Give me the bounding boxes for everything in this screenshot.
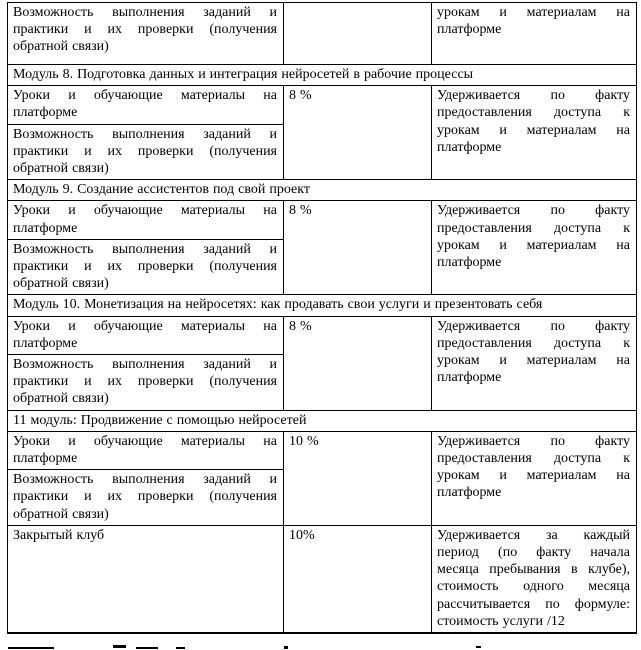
module-10-lessons-row [8, 316, 637, 354]
clipped-text-line [8, 645, 528, 650]
module-10-header: Модуль 10. Монетизация на нейросетях: как продавать свои услуги и презентовать себя [8, 295, 637, 316]
retention-cell: Удерживается по факту предоставления доступа к урокам и материалам на платформе [432, 316, 637, 410]
module-8-header: Модуль 8. Подготовка данных и интеграция нейросетей в рабочие процессы [8, 65, 637, 86]
lessons-cell: Уроки и обучающие материалы на платформе [8, 316, 284, 354]
percent-cell: 8 % [284, 316, 432, 410]
retention-cell: Удерживается по факту предоставления доступа к урокам и материалам на платформе [432, 86, 637, 180]
percent-cell: 10% [284, 525, 432, 633]
payment-schedule-table [7, 2, 637, 634]
practice-cell: Возможность выполнения заданий и практики и их проверки (получения обратной связи) [8, 124, 284, 180]
practice-cell: Возможность выполнения заданий и практики и их проверки (получения обратной связи) [8, 355, 284, 411]
service-cell: Закрытый клуб [8, 525, 284, 633]
module-11-header: 11 модуль: Продвижение с помощью нейросетей [8, 410, 637, 431]
percent-cell: 10 % [284, 431, 432, 525]
service-cell: Возможность выполнения заданий и практики и их проверки (получения обратной связи) [8, 3, 284, 65]
percent-cell-empty [284, 3, 432, 65]
retention-cell: Удерживается по факту предоставления доступа к урокам и материалам на платформе [432, 431, 637, 525]
percent-cell: 8 % [284, 201, 432, 295]
lessons-cell: Уроки и обучающие материалы на платформе [8, 86, 284, 124]
retention-cell: Удерживается по факту предоставления доступа к урокам и материалам на платформе [432, 201, 637, 295]
module-9-header: Модуль 9. Создание ассистентов под свой проект [8, 180, 637, 201]
retention-cell: Удерживается за каждый период (по факту начала месяца пребывания в клубе), стоимость одного месяца рассчитывается по формуле: стоимость услуги /12 [432, 525, 637, 633]
percent-cell: 8 % [284, 86, 432, 180]
lessons-cell: Уроки и обучающие материалы на платформе [8, 431, 284, 469]
module-11-header-row [8, 410, 637, 431]
practice-cell: Возможность выполнения заданий и практики и их проверки (получения обратной связи) [8, 239, 284, 295]
module-10-header-row [8, 295, 637, 316]
continuation-row [8, 3, 637, 65]
retention-cell: урокам и материалам на платформе [432, 3, 637, 65]
closed-club-row [8, 525, 637, 633]
module-8-lessons-row [8, 86, 637, 124]
module-9-header-row [8, 180, 637, 201]
module-9-lessons-row [8, 201, 637, 239]
module-11-lessons-row [8, 431, 637, 469]
lessons-cell: Уроки и обучающие материалы на платформе [8, 201, 284, 239]
module-8-header-row [8, 65, 637, 86]
practice-cell: Возможность выполнения заданий и практики и их проверки (получения обратной связи) [8, 470, 284, 526]
